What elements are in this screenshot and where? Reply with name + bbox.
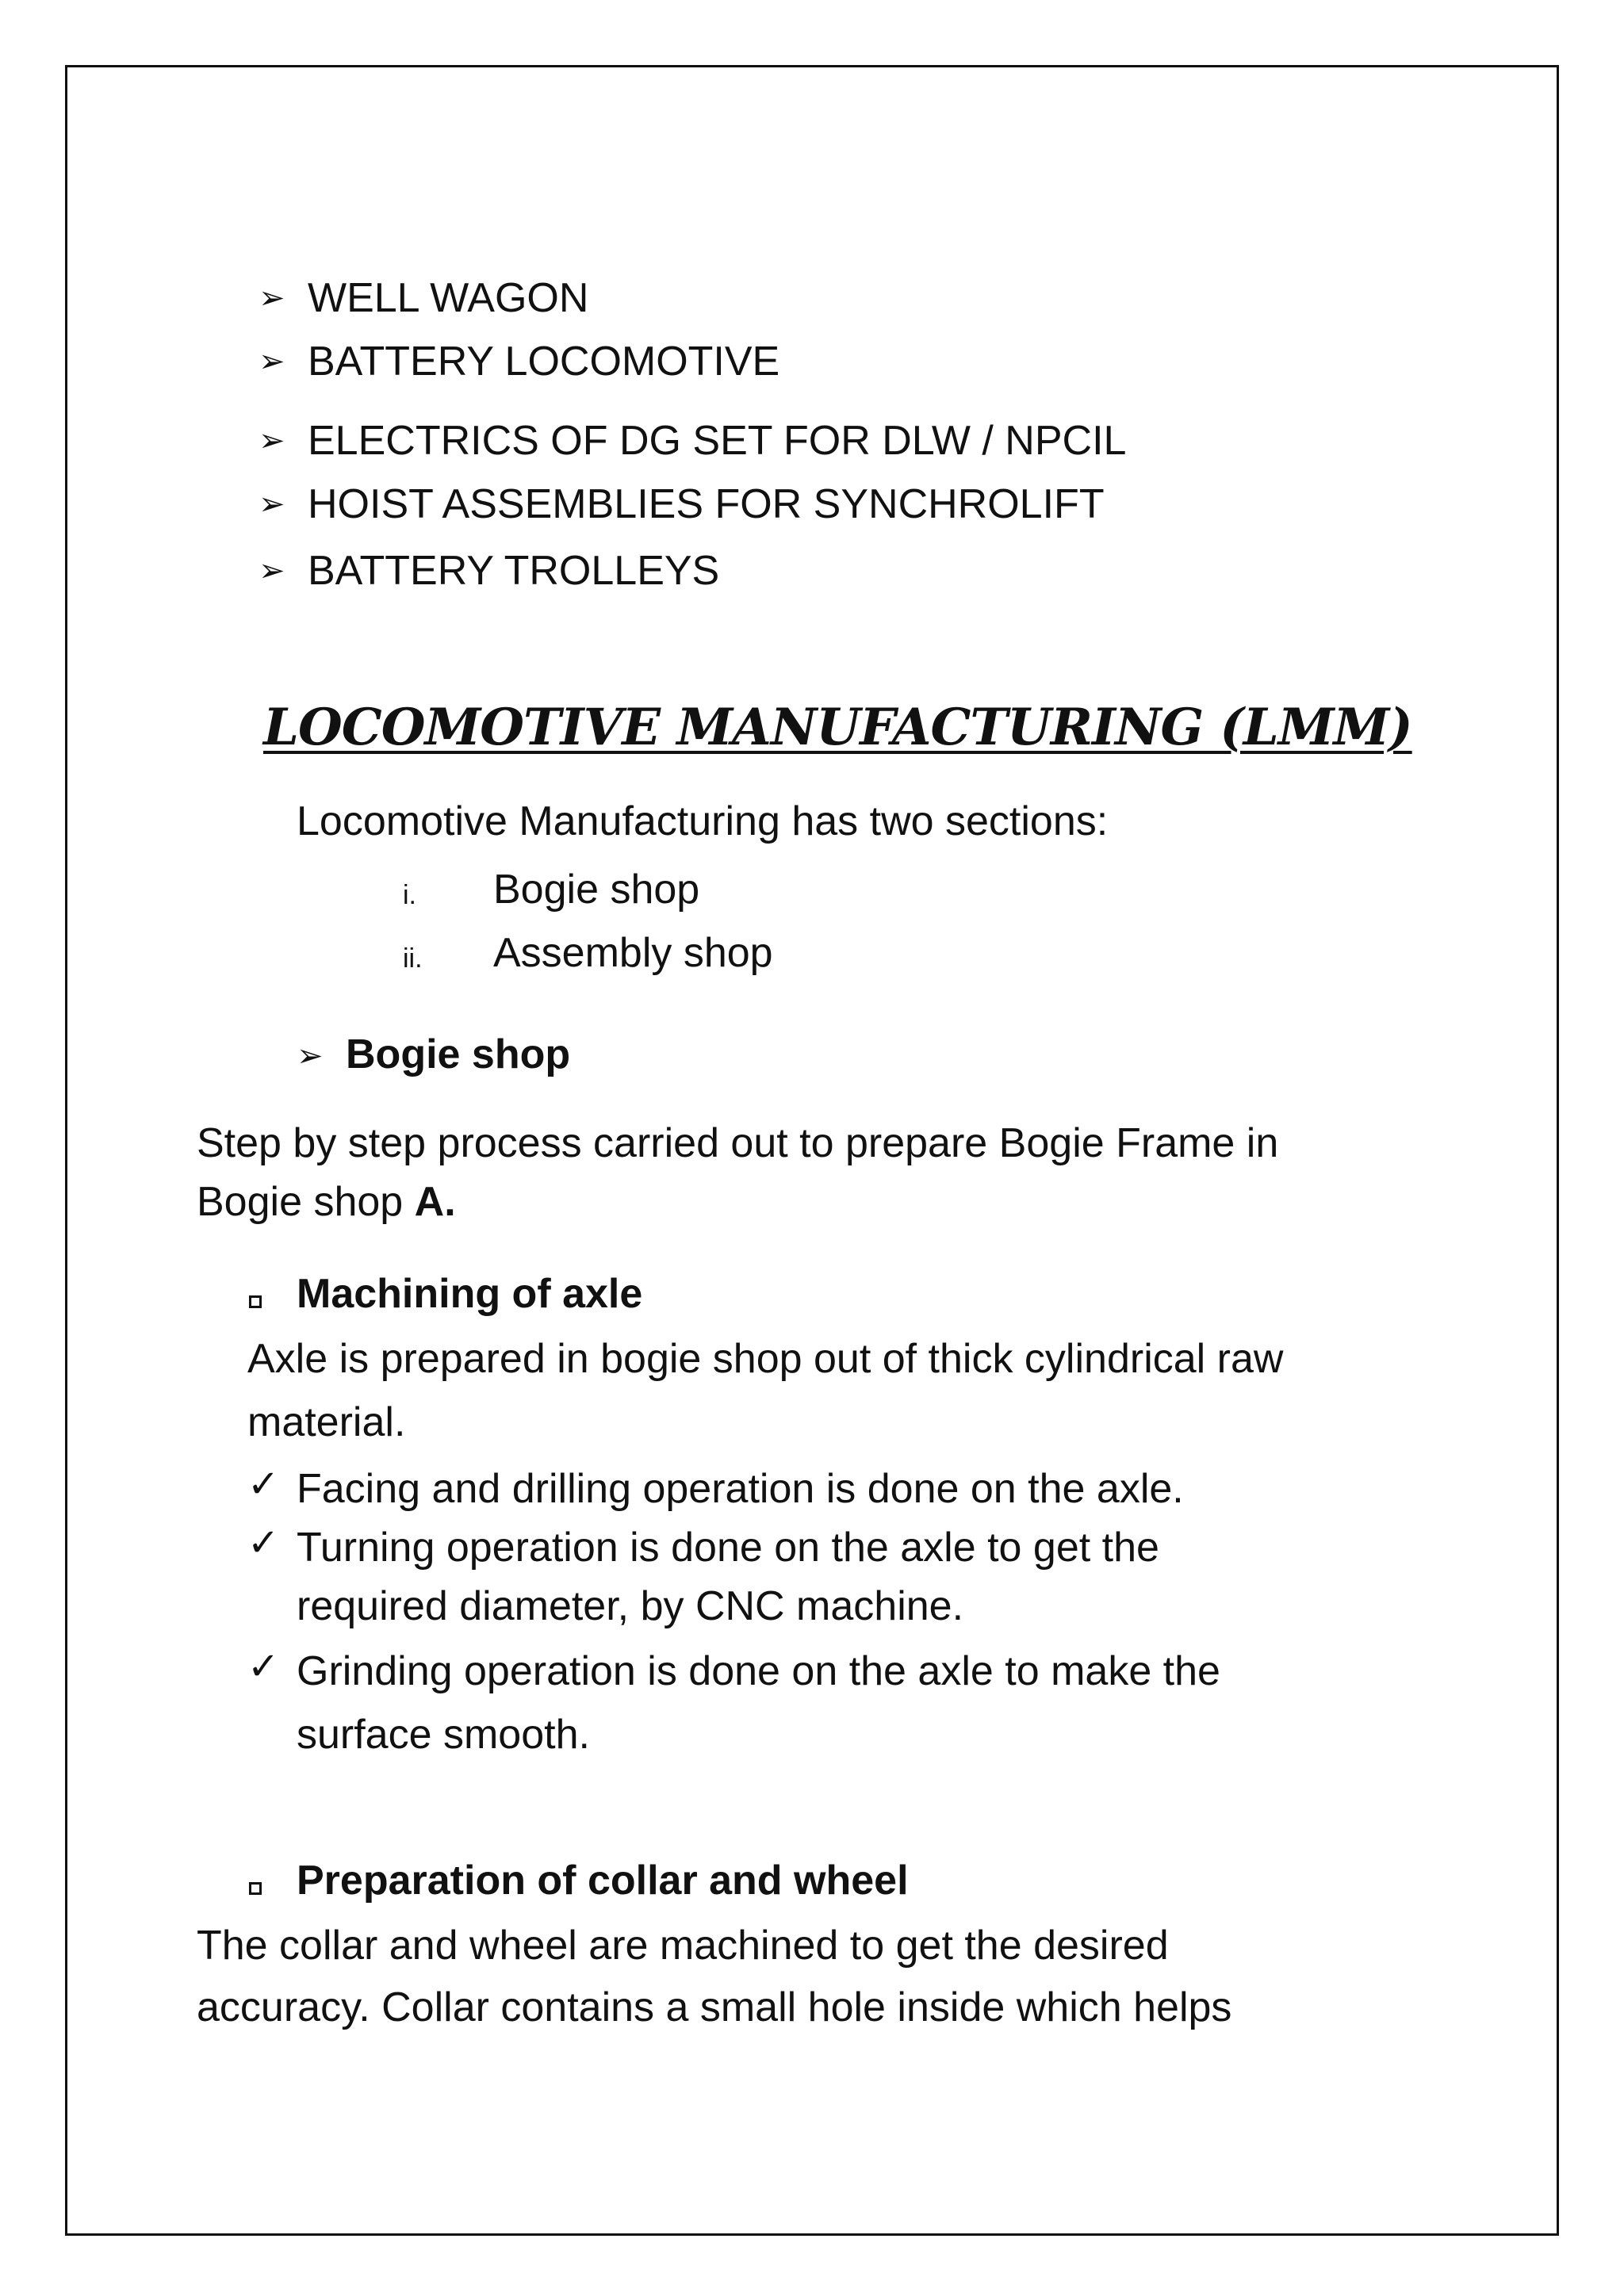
arrow-bullet-icon: ➢ [259, 344, 285, 379]
arrow-bullet-icon: ➢ [297, 1039, 324, 1073]
intro-text: Locomotive Manufacturing has two sections: [297, 798, 1109, 844]
check-item: Facing and drilling operation is done on the axle. [297, 1466, 1184, 1512]
check-item-continued: required diameter, by CNC machine. [297, 1583, 964, 1629]
arrow-bullet-icon: ➢ [259, 281, 285, 316]
subheading: Bogie shop [346, 1031, 571, 1077]
body-text: Step by step process carried out to prepare Bogie Frame in [197, 1120, 1279, 1166]
list-item: Assembly shop [493, 930, 773, 976]
checkmark-icon: ✓ [247, 1644, 280, 1689]
body-text-bold: A. [414, 1179, 456, 1225]
bullet-item: HOIST ASSEMBLIES FOR SYNCHROLIFT [308, 481, 1105, 527]
body-text: material. [247, 1399, 406, 1445]
bullet-item: WELL WAGON [308, 275, 589, 321]
body-text-part: Bogie shop [197, 1179, 415, 1225]
section-heading: LOCOMOTIVE MANUFACTURING (LMM) [263, 698, 1412, 757]
list-item: Bogie shop [493, 867, 700, 913]
body-text [197, 1181, 456, 1223]
checkmark-icon: ✓ [247, 1462, 280, 1506]
square-bullet-icon [249, 1882, 262, 1895]
subsection-title: Preparation of collar and wheel [297, 1858, 909, 1904]
body-text: The collar and wheel are machined to get the desired [197, 1923, 1169, 1969]
arrow-bullet-icon: ➢ [259, 423, 285, 458]
list-numeral: i. [403, 880, 416, 910]
bullet-item: BATTERY TROLLEYS [308, 548, 720, 594]
body-text: accuracy. Collar contains a small hole inside which helps [197, 1984, 1232, 2030]
check-item: Turning operation is done on the axle to get the [297, 1525, 1159, 1571]
check-item: Grinding operation is done on the axle to make the [297, 1648, 1220, 1694]
list-numeral: ii. [403, 943, 423, 974]
arrow-bullet-icon: ➢ [259, 487, 285, 522]
subsection-title: Machining of axle [297, 1271, 643, 1317]
bullet-item: BATTERY LOCOMOTIVE [308, 339, 780, 385]
check-item-continued: surface smooth. [297, 1712, 590, 1758]
arrow-bullet-icon: ➢ [259, 553, 285, 588]
body-text: Axle is prepared in bogie shop out of thick cylindrical raw [247, 1336, 1284, 1382]
bullet-item: ELECTRICS OF DG SET FOR DLW / NPCIL [308, 418, 1127, 464]
checkmark-icon: ✓ [247, 1521, 280, 1565]
square-bullet-icon [249, 1295, 262, 1308]
